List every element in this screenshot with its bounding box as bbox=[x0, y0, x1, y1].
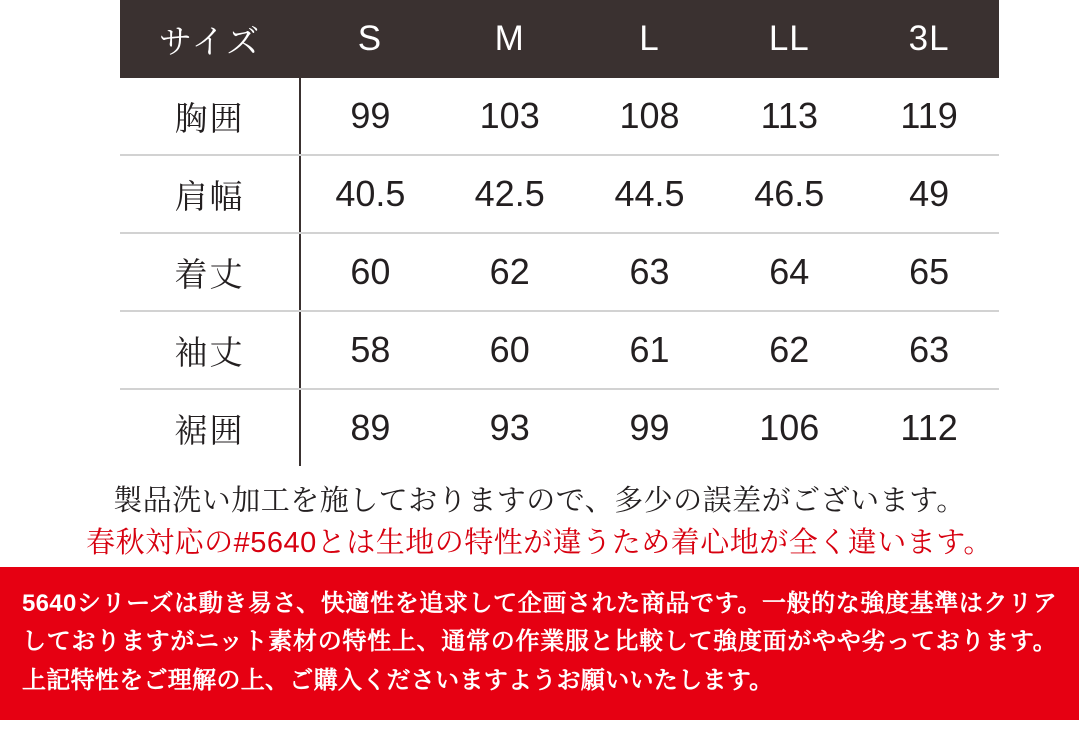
header-cell-ll: LL bbox=[768, 19, 810, 58]
cell-shoulder-m: 42.5 bbox=[440, 155, 580, 233]
table-row bbox=[120, 311, 999, 389]
cell-hem-3l: 112 bbox=[900, 407, 958, 448]
warning-banner bbox=[0, 567, 1079, 720]
cell-shoulder-s: 40.5 bbox=[300, 155, 440, 233]
note-fabric-difference: 春秋対応の#5640とは生地の特性が違うため着心地が全く違います。 bbox=[86, 527, 993, 560]
cell-length-ll: 64 bbox=[719, 233, 859, 311]
row-label-shoulder: 肩幅 bbox=[120, 155, 300, 233]
size-table-header bbox=[120, 0, 999, 78]
cell-hem-l: 99 bbox=[629, 407, 670, 448]
cell-hem-ll: 106 bbox=[759, 407, 820, 448]
cell-chest-3l: 119 bbox=[859, 78, 999, 155]
table-row bbox=[120, 78, 999, 155]
note-washing: 製品洗い加工を施しておりますので、多少の誤差がございます。 bbox=[113, 485, 966, 517]
size-table bbox=[120, 0, 999, 466]
cell-chest-m: 103 bbox=[440, 78, 580, 155]
table-row bbox=[120, 389, 999, 466]
row-label-chest: 胸囲 bbox=[120, 78, 300, 155]
table-header-row bbox=[120, 0, 999, 78]
cell-sleeve-ll: 62 bbox=[719, 311, 859, 389]
cell-hem-s: 89 bbox=[350, 407, 391, 448]
cell-length-l: 63 bbox=[580, 233, 720, 311]
cell-length-m: 62 bbox=[440, 233, 580, 311]
size-table-body bbox=[120, 78, 999, 466]
cell-sleeve-3l: 63 bbox=[859, 311, 999, 389]
row-label-hem: 裾囲 bbox=[120, 389, 300, 466]
row-label-sleeve: 袖丈 bbox=[120, 311, 300, 389]
table-row bbox=[120, 155, 999, 233]
header-cell-l: L bbox=[639, 19, 660, 58]
header-cell-3l: 3L bbox=[908, 19, 950, 58]
header-cell-size: サイズ bbox=[158, 22, 262, 60]
header-cell-m: M bbox=[494, 19, 525, 58]
cell-shoulder-l: 44.5 bbox=[580, 155, 720, 233]
cell-sleeve-s: 58 bbox=[300, 311, 440, 389]
cell-sleeve-m: 60 bbox=[440, 311, 580, 389]
cell-length-3l: 65 bbox=[859, 233, 999, 311]
row-label-length: 着丈 bbox=[120, 233, 300, 311]
cell-chest-ll: 113 bbox=[719, 78, 859, 155]
cell-hem-m: 93 bbox=[489, 407, 530, 448]
cell-shoulder-3l: 49 bbox=[859, 155, 999, 233]
warning-text: 5640シリーズは動き易さ、快適性を追求して企画された商品です。一般的な強度基準はクリアしておりますがニット素材の特性上、通常の作業服と比較して強度面がやや劣っております。上記特性をご理解の上、ご購入くださいますようお願いいたします。 bbox=[22, 589, 1057, 694]
cell-shoulder-ll: 46.5 bbox=[719, 155, 859, 233]
cell-length-s: 60 bbox=[300, 233, 440, 311]
cell-chest-s: 99 bbox=[300, 78, 440, 155]
header-cell-s: S bbox=[357, 19, 383, 58]
cell-sleeve-l: 61 bbox=[580, 311, 720, 389]
table-row bbox=[120, 233, 999, 311]
table-notes bbox=[0, 466, 1079, 564]
cell-chest-l: 108 bbox=[580, 78, 720, 155]
